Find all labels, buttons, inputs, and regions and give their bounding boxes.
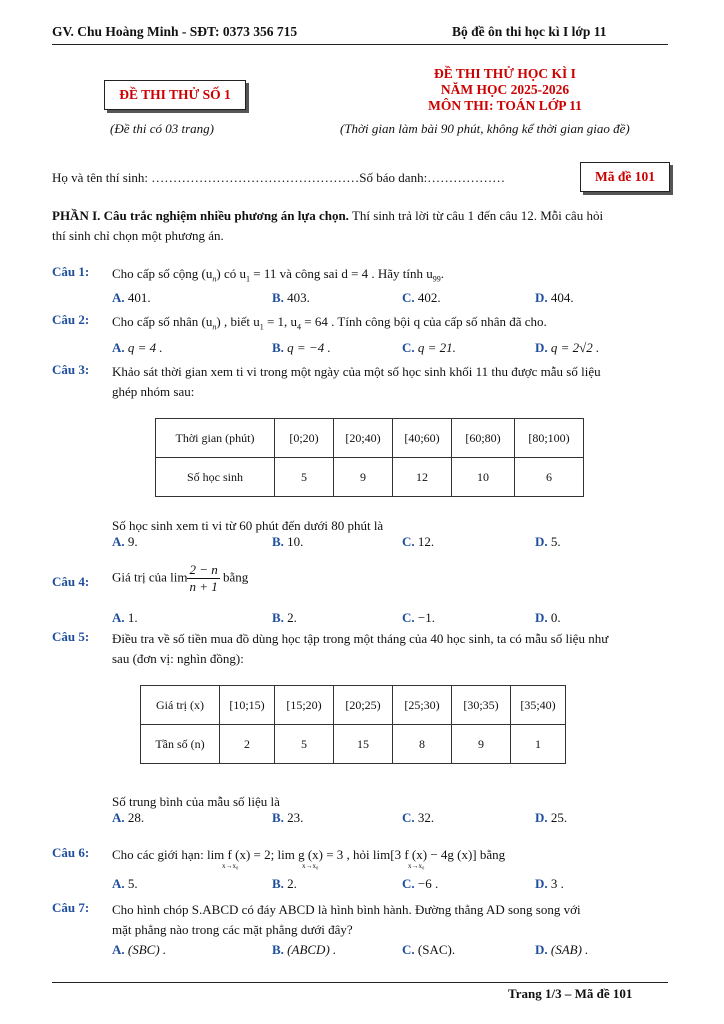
q6-label: Câu 6: [52,845,90,860]
q3-table [155,418,584,497]
part1-text: Thí sinh trả lời từ câu 1 đến câu 12. Mỗi câu hỏi [348,208,604,223]
q7-option-c[interactable]: C. (SAC). [402,942,456,957]
q3-option-c[interactable]: C. 12. [402,534,435,549]
q5-text: Điều tra về số tiền mua đồ dùng học tập trong một tháng của 40 học sinh, ta có mẫu số liệu như sau (đơn vị: nghìn đồng): [112,631,609,666]
header-left: GV. Chu Hoàng Minh - SĐT: 0373 356 715 [52,24,298,39]
q2-option-a[interactable]: A. q = 4 . [112,340,163,355]
q7-option-a[interactable]: A. (SBC) . [112,942,167,957]
table-row: Số học sinh 5 9 12 10 6 [156,458,584,497]
q6-option-a[interactable]: A. 5. [112,876,138,891]
q2-option-b[interactable]: B. q = −4 . [272,340,331,355]
q4-label: Câu 4: [52,574,90,589]
footer-page: Trang 1/3 – Mã đề 101 [508,986,633,1001]
q7-label: Câu 7: [52,900,90,915]
time-note: (Thời gian làm bài 90 phút, không kể thời gian giao đề) [340,121,630,136]
part1-text2: thí sinh chỉ chọn một phương án. [52,228,224,243]
q1-text: Cho cấp số cộng $(u_n)$ có $u_1 = 11$ và công sai d = 4 . Hãy tính $u_{99}$. [112,266,445,284]
q4-option-c[interactable]: C. −1. [402,610,435,625]
title-line3: MÔN THI: TOÁN LỚP 11 [428,98,582,113]
q4-option-a[interactable]: A. 1. [112,610,138,625]
q5-option-c[interactable]: C. 32. [402,810,435,825]
q5-option-b[interactable]: B. 23. [272,810,304,825]
q1-option-b[interactable]: B. 403. [272,290,310,305]
header-rule [52,44,668,45]
q1-option-a[interactable]: A. 401. [112,290,151,305]
pages-note: (Đề thi có 03 trang) [110,121,214,136]
q3-label: Câu 3: [52,362,90,377]
part1-instructions [52,206,672,246]
q2-text: Cho cấp số nhân $(u_n)$ , biết $u_1 = 1$, $u_4 = 64$ . Tính công bội q của cấp số nhân đã cho. [112,314,547,332]
exam-badge: ĐỀ THI THỬ SỐ 1 [104,80,246,110]
table-row: Thời gian (phút) [0;20) [20;40) [40;60) [60;80) [80;100) [156,419,584,458]
exam-title [340,66,670,114]
student-line: Họ và tên thí sinh: …………………………………………Số báo danh:……………… [52,170,506,185]
q6-option-d[interactable]: D. 3 . [535,876,564,891]
q3-text: Khảo sát thời gian xem ti vi trong một ngày của một số học sinh khối 11 thu được mẫu số liệu ghép nhóm sau: [112,364,601,399]
q6-limit-sub-3: x→x₀ [408,862,425,870]
exam-code-box: Mã đề 101 [580,162,670,192]
footer-rule [52,982,668,983]
q5-table [140,685,566,764]
q3-option-d[interactable]: D. 5. [535,534,561,549]
q1-option-d[interactable]: D. 404. [535,290,574,305]
q3-question: Số học sinh xem ti vi từ 60 phút đến dưới 80 phút là [112,518,384,533]
q3-option-b[interactable]: B. 10. [272,534,304,549]
q7-option-b[interactable]: B. (ABCD) . [272,942,337,957]
header-right: Bộ đề ôn thi học kì I lớp 11 [452,24,607,39]
q5-option-a[interactable]: A. 28. [112,810,145,825]
q3-option-a[interactable]: A. 9. [112,534,138,549]
table-row: Giá trị (x) [10;15) [15;20) [20;25) [25;30) [30;35) [35;40) [141,686,566,725]
title-line2: NĂM HỌC 2025-2026 [440,82,570,97]
q5-label: Câu 5: [52,629,90,644]
q6-limit-sub-1: x→x₀ [222,862,239,870]
q2-option-c[interactable]: C. q = 21. [402,340,456,355]
table-row: Tần số (n) 2 5 15 8 9 1 [141,725,566,764]
q4-option-b[interactable]: B. 2. [272,610,297,625]
q2-option-d[interactable]: D. q = 2√2 . [535,340,600,355]
q1-label: Câu 1: [52,264,90,279]
q7-text: Cho hình chóp S.ABCD có đáy ABCD là hình bình hành. Đường thẳng AD song song với mặt phẳng nào trong các mặt phẳng dưới đây? [112,902,581,937]
q6-option-b[interactable]: B. 2. [272,876,297,891]
q7-option-d[interactable]: D. (SAB) . [535,942,589,957]
q4-option-d[interactable]: D. 0. [535,610,561,625]
q6-option-c[interactable]: C. −6 . [402,876,439,891]
title-line1: ĐỀ THI THỬ HỌC KÌ I [434,66,576,81]
q5-question: Số trung bình của mẫu số liệu là [112,794,280,809]
part1-heading: PHẦN I. Câu trắc nghiệm nhiều phương án lựa chọn. [52,208,349,223]
q2-label: Câu 2: [52,312,90,327]
q6-limit-sub-2: x→x₀ [302,862,319,870]
q5-option-d[interactable]: D. 25. [535,810,568,825]
q4-text: Giá trị của lim $\frac{2 - n}{n + 1}$ bằng [112,562,249,594]
q1-option-c[interactable]: C. 402. [402,290,441,305]
q6-text: Cho các giới hạn: lim f (x) = 2; lim g (x) = 3 , hỏi lim[3 f (x) − 4g (x)] bằng [112,847,506,862]
